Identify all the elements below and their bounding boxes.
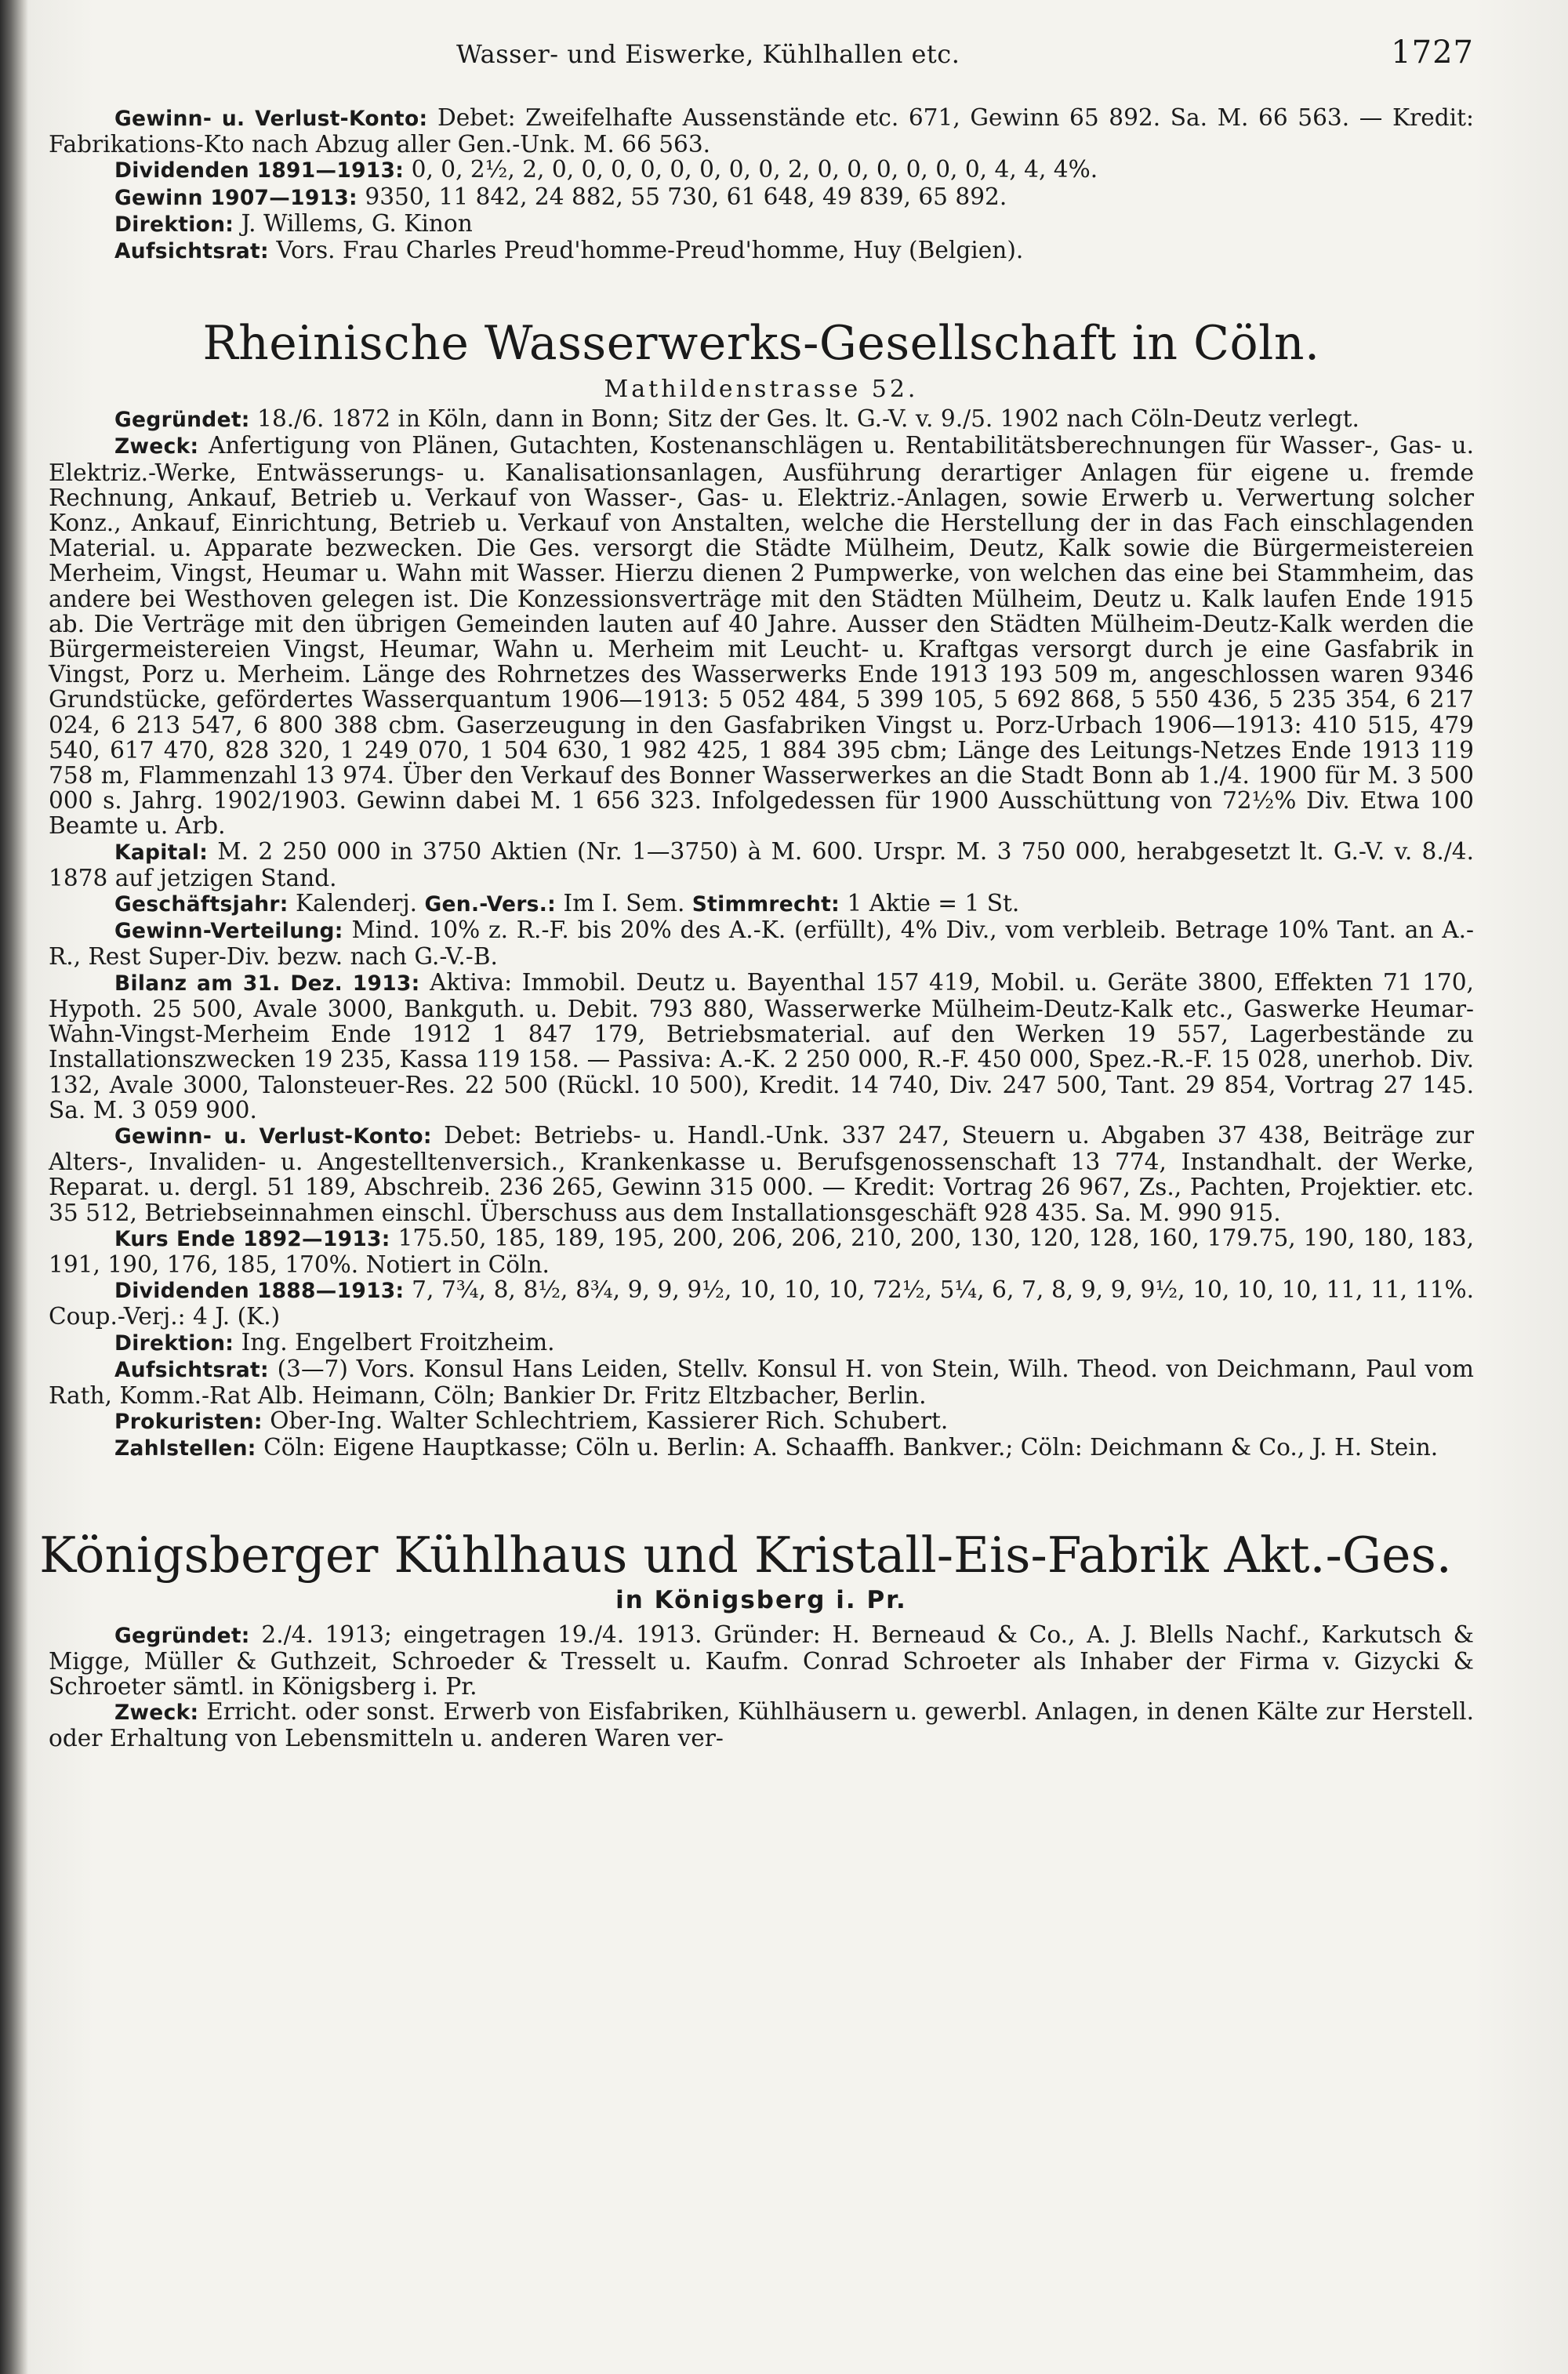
entry-paragraph xyxy=(49,157,1474,183)
field-label: Bilanz am 31. Dez. 1913: xyxy=(114,971,420,996)
field-text: Kalenderj. xyxy=(296,890,418,917)
page-number: 1727 xyxy=(1391,34,1474,71)
company-entry-rheinische xyxy=(49,316,1474,1461)
field-label: Zweck: xyxy=(114,1701,199,1726)
field-label: Gegründet: xyxy=(114,408,250,433)
field-label: Gewinn- u. Verlust-Konto: xyxy=(114,107,428,131)
field-label: Gen.-Vers.: xyxy=(424,892,557,917)
field-text: Debet: Zweifelhafte Aussenstände etc. 671, Gewinn 65 892. Sa. M. 66 563. — Kredit: Fabrikations-Kto nach Abzug aller Gen.-Unk. M. 66 563. xyxy=(49,104,1474,158)
field-label: Prokuristen: xyxy=(114,1410,263,1435)
company-address: Mathildenstrasse 52. xyxy=(604,376,919,404)
field-text: 1 Aktie = 1 St. xyxy=(847,890,1020,917)
field-label: Gewinn- u. Verlust-Konto: xyxy=(114,1123,432,1149)
entry-paragraph xyxy=(49,1330,1474,1356)
field-text: J. Willems, G. Kinon xyxy=(241,209,473,237)
entry-paragraph xyxy=(49,917,1474,969)
field-label: Gewinn 1907—1913: xyxy=(114,185,358,210)
entry-paragraph xyxy=(49,970,1474,1123)
field-label: Direktion: xyxy=(114,1330,234,1356)
field-label: Kurs Ende 1892—1913: xyxy=(114,1226,390,1251)
entry-paragraph xyxy=(49,184,1474,211)
field-text: Ing. Engelbert Froitzheim. xyxy=(241,1328,555,1356)
field-label: Aufsichtsrat: xyxy=(114,1357,269,1382)
field-label: Zahlstellen: xyxy=(114,1436,256,1461)
field-text: 0, 0, 2½, 2, 0, 0, 0, 0, 0, 0, 0, 0, 2, 0, 0, 0, 0, 0, 0, 4, 4, 4%. xyxy=(411,156,1098,183)
field-label: Zweck: xyxy=(114,434,199,459)
field-label: Dividenden 1888—1913: xyxy=(114,1279,405,1304)
entry-paragraph xyxy=(49,1699,1474,1751)
field-label: Aufsichtsrat: xyxy=(114,239,269,264)
company-location: in Königsberg i. Pr. xyxy=(615,1585,907,1614)
entry-paragraph xyxy=(49,1435,1474,1461)
entry-paragraph xyxy=(49,105,1474,157)
running-header-title: Wasser- und Eiswerke, Kühlhallen etc. xyxy=(456,39,960,69)
field-label: Kapital: xyxy=(114,840,209,865)
entry-paragraph xyxy=(49,1277,1474,1329)
field-text: (3—7) Vors. Konsul Hans Leiden, Stellv. Konsul H. von Stein, Wilh. Theod. von Deichmann, Paul vom Rath, Komm.-Rat Alb. Heimann, Cöln; Bankier Dr. Fritz Eltzbacher, Berlin. xyxy=(49,1355,1474,1409)
field-text: 175.50, 185, 189, 195, 200, 206, 206, 210, 200, 130, 120, 128, 160, 179.75, 190, 180, 183, 191, 190, 176, 185, 170%. Notiert in Cöln. xyxy=(49,1224,1474,1278)
company-title: Königsberger Kühlhaus und Kristall-Eis-Fabrik Akt.-Ges. xyxy=(39,1526,1452,1584)
company-entry-koenigsberger xyxy=(39,1526,1474,1752)
field-label: Gewinn-Verteilung: xyxy=(114,919,343,944)
entry-paragraph xyxy=(49,1622,1474,1700)
entry-paragraph xyxy=(49,891,1474,917)
entry-paragraph xyxy=(49,211,1474,238)
field-label: Direktion: xyxy=(114,212,234,237)
entry-paragraph xyxy=(49,1408,1474,1435)
field-text: 18./6. 1872 in Köln, dann in Bonn; Sitz der Ges. lt. G.-V. v. 9./5. 1902 nach Cöln-Deutz verlegt. xyxy=(257,405,1359,433)
entry-paragraph xyxy=(49,839,1474,891)
field-label: Geschäftsjahr: xyxy=(114,892,289,917)
previous-entry-continuation xyxy=(49,105,1474,264)
field-text: Vors. Frau Charles Preud'homme-Preud'homme, Huy (Belgien). xyxy=(276,237,1024,264)
field-label: Gegründet: xyxy=(114,1623,250,1648)
field-text: 9350, 11 842, 24 882, 55 730, 61 648, 49 839, 65 892. xyxy=(365,183,1007,210)
running-header xyxy=(49,34,1474,71)
field-text: Im I. Sem. xyxy=(563,890,685,917)
field-text: Anfertigung von Plänen, Gutachten, Kostenanschlägen u. Rentabilitätsberechnungen für Wasser-, Gas- u. Elektriz.-Werke, Entwässerungs- u. Kanalisationsanlagen, Ausführung derartiger Anlagen für eigene u. fremde Rechnung, Ankauf, Betrieb u. Verkauf von Wasser-, Gas- u. Elektriz.-Anlagen, sowie Erwerb u. Verwertung solcher Konz., Ankauf, Einrichtung, Betrieb u. Verkauf von Anstalten, welche die Herstellung der in das Fach einschlagenden Material. u. Apparate bezwecken. Die Ges. versorgt die Städte Mülheim, Deutz, Kalk sowie die Bürgermeistereien Merheim, Vingst, Heumar u. Wahn mit Wasser. Hierzu dienen 2 Pumpwerke, von welchen das eine bei Stammheim, das andere bei Westhoven gelegen ist. Die Konzessionsverträge mit den Städten Mülheim, Deutz u. Kalk laufen Ende 1915 ab. Die Verträge mit den übrigen Gemeinden lauten auf 40 Jahre. Ausser den Städten Mülheim-Deutz-Kalk werden die Bürgermeistereien Vingst, Heumar, Wahn u. Merheim mit Leucht- u. Kraftgas versorgt durch je eine Gasfabrik in Vingst, Porz u. Merheim. Länge des Rohrnetzes des Wasserwerks Ende 1913 193 509 m, angeschlossen waren 9346 Grundstücke, gefördertes Wasserquantum 1906—1913: 5 052 484, 5 399 105, 5 692 868, 5 550 436, 5 235 354, 6 217 024, 6 213 547, 6 800 388 cbm. Gaserzeugung in den Gasfabriken Vingst u. Porz-Urbach 1906—1913: 410 515, 479 540, 617 470, 828 320, 1 249 070, 1 504 630, 1 982 425, 1 884 395 cbm; Länge des Leitungs-Netzes Ende 1913 119 758 m, Flammenzahl 13 974. Über den Verkauf des Bonner Wasserwerkes an die Stadt Bonn ab 1./4. 1900 für M. 3 500 000 s. Jahrg. 1902/1903. Gewinn dabei M. 1 656 323. Infolgedessen für 1900 Ausschüttung von 72½% Div. Etwa 100 Beamte u. Arb. xyxy=(49,432,1474,840)
field-text: Erricht. oder sonst. Erwerb von Eisfabriken, Kühlhäusern u. gewerbl. Anlagen, in denen Kälte zur Herstell. oder Erhaltung von Lebensmitteln u. anderen Waren ver- xyxy=(49,1698,1474,1752)
company-title: Rheinische Wasserwerks-Gesellschaft in Cöln. xyxy=(202,316,1320,372)
field-text: M. 2 250 000 in 3750 Aktien (Nr. 1—3750) à M. 600. Urspr. M. 3 750 000, herabgesetzt lt. G.-V. v. 8./4. 1878 auf jetzigen Stand. xyxy=(49,837,1474,891)
entry-paragraph xyxy=(49,433,1474,838)
field-text: Aktiva: Immobil. Deutz u. Bayenthal 157 419, Mobil. u. Geräte 3800, Effekten 71 170, Hypoth. 25 500, Avale 3000, Bankguth. u. Debit. 793 880, Wasserwerke Mülheim-Deutz-Kalk etc., Gaswerke Heumar-Wahn-Vingst-Merheim Ende 1912 1 847 179, Betriebsmaterial. auf den Werken 19 557, Lagerbestände zu Installationszwecken 19 235, Kassa 119 158. — Passiva: A.-K. 2 250 000, R.-F. 450 000, Spez.-R.-F. 15 028, unerhob. Div. 132, Avale 3000, Talonsteuer-Res. 22 500 (Rückl. 10 500), Kredit. 14 740, Div. 247 500, Tant. 29 854, Vortrag 27 145. Sa. M. 3 059 900. xyxy=(49,968,1474,1123)
field-text: Debet: Betriebs- u. Handl.-Unk. 337 247, Steuern u. Abgaben 37 438, Beiträge zur Alters-, Invaliden- u. Angestelltenversich., Krankenkasse u. Berufsgenossenschaft 13 774, Instandhalt. der Werke, Reparat. u. dergl. 51 189, Abschreib. 236 265, Gewinn 315 000. — Kredit: Vortrag 26 967, Zs., Pachten, Projektier. etc. 35 512, Betriebseinnahmen einschl. Überschuss aus dem Installationsgeschäft 928 435. Sa. M. 990 915. xyxy=(49,1121,1474,1226)
field-label: Stimmrecht: xyxy=(691,892,840,917)
book-spine-shadow xyxy=(0,0,28,2374)
entry-paragraph xyxy=(49,1356,1474,1408)
field-text: 7, 7¾, 8, 8½, 8¾, 9, 9, 9½, 10, 10, 10, 72½, 5¼, 6, 7, 8, 9, 9, 9½, 10, 10, 10, 11, 11, 11%. Coup.-Verj.: 4 J. (K.) xyxy=(49,1276,1475,1330)
entry-paragraph xyxy=(49,1225,1474,1277)
field-text: Ober-Ing. Walter Schlechtriem, Kassierer Rich. Schubert. xyxy=(270,1407,949,1435)
field-text: 2./4. 1913; eingetragen 19./4. 1913. Gründer: H. Berneaud & Co., A. J. Blells Nachf., Karkutsch & Migge, Müller & Guthzeit, Schroeder & Tresselt u. Kaufm. Conrad Schroeter als Inhaber der Firma v. Gizycki & Schroeter sämtl. in Königsberg i. Pr. xyxy=(49,1621,1474,1700)
entry-paragraph xyxy=(49,1123,1474,1225)
field-label: Dividenden 1891—1913: xyxy=(114,158,405,183)
entry-paragraph xyxy=(49,238,1474,264)
field-text: Cöln: Eigene Hauptkasse; Cöln u. Berlin: A. Schaaffh. Bankver.; Cöln: Deichmann & Co., J. H. Stein. xyxy=(263,1434,1439,1461)
entry-paragraph xyxy=(49,406,1474,433)
field-text: Mind. 10% z. R.-F. bis 20% des A.-K. (erfüllt), 4% Div., vom verbleib. Betrage 10% Tant. an A.-R., Rest Super-Div. bezw. nach G.-V.-B. xyxy=(49,917,1474,971)
